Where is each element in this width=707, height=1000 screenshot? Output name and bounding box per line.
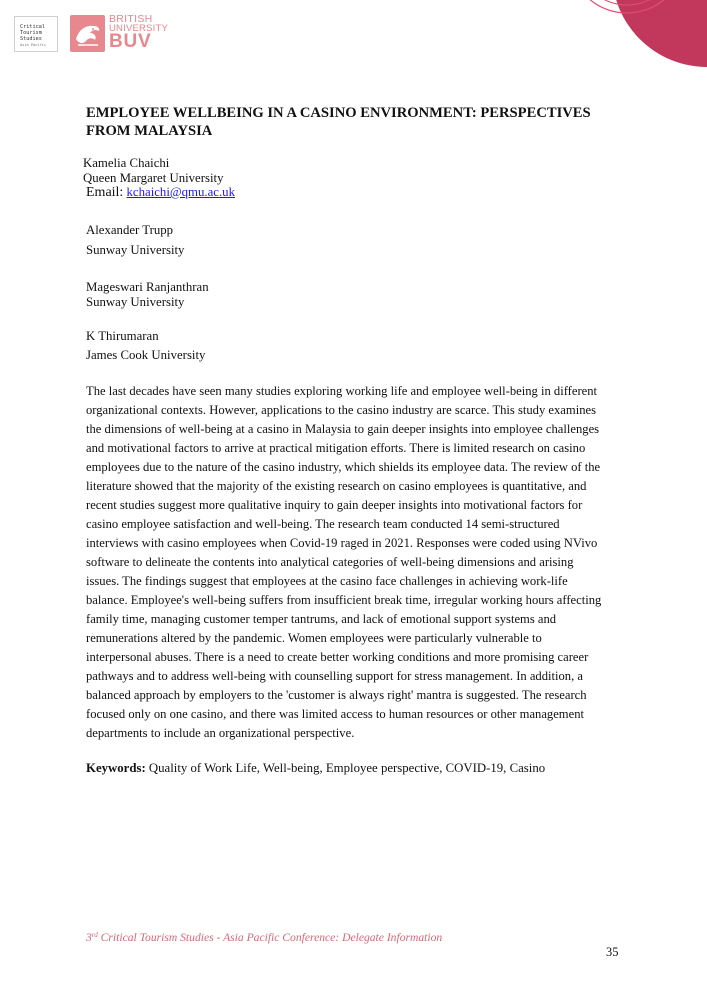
buv-logo-text (109, 14, 168, 51)
author-name: K Thirumaran (86, 329, 159, 343)
buv-logo-line2: UNIVERSITY (109, 23, 169, 34)
abstract-line: The last decades have seen many studies exploring working life and employee well-being in different (86, 384, 598, 398)
paper-title-line: EMPLOYEE WELLBEING IN A CASINO ENVIRONMENT: PERSPECTIVES (86, 105, 591, 121)
footer-conference-name: Critical Tourism Studies - Asia Pacific Conference: Delegate Information (97, 931, 443, 944)
author-affiliation: Queen Margaret University (83, 171, 224, 185)
cts-logo-line: Tourism (20, 30, 42, 36)
paper-title-line: FROM MALAYSIA (86, 123, 213, 139)
abstract-line: recent studies suggest more qualitative inquiry to gain deeper insights into motivational factors for (86, 498, 583, 512)
buv-logo-line3: BUV (109, 31, 152, 52)
buv-logo-mark (70, 15, 105, 52)
keywords-label: Keywords: (86, 761, 146, 775)
corner-arc-decoration (507, 0, 707, 70)
author-affiliation: Sunway University (86, 295, 185, 309)
abstract-line: focused only on one casino, and there was limited access to human resources or other management (86, 707, 584, 721)
abstract-line: pathways and to address well-being with counselling support for stress management. In addition, a (86, 669, 583, 683)
cts-logo-line: Studies (20, 36, 42, 42)
dragon-emblem-icon (70, 15, 105, 52)
footer-ordinal: 3 (86, 931, 92, 944)
email-label: Email: (86, 185, 124, 200)
keywords-list: Quality of Work Life, Well-being, Employee perspective, COVID-19, Casino (148, 761, 546, 775)
cts-logo-line: Critical (20, 24, 45, 30)
buv-logo-line1: BRITISH (109, 13, 153, 25)
abstract-line: employees due to the nature of the casino industry, which shields its employee data. The review of the (86, 460, 601, 474)
abstract (86, 382, 621, 743)
abstract-line: balance. Employee's well-being suffers from insufficient break time, irregular working hours affecting (86, 593, 602, 607)
abstract-line: and motivational factors to arrive at practical mitigation efforts. There is limited research on casino (86, 441, 586, 455)
author-name: Mageswari Ranjanthran (86, 280, 209, 294)
abstract-line: literature showed that the majority of the existing research on casino employees is quantitative, and (86, 479, 587, 493)
cts-logo-subline: Asia Pacific (20, 43, 46, 47)
page-number: 35 (606, 945, 619, 959)
abstract-line: remunerations altered by the pandemic. Women employees were particularly vulnerable to (86, 631, 542, 645)
paper-title (86, 104, 606, 140)
abstract-line: family time, managing customer temper tantrums, and lack of emotional support systems and (86, 612, 557, 626)
author-name: Alexander Trupp (86, 223, 174, 237)
abstract-line: departments to include an organizational perspective. (86, 726, 355, 740)
author-affiliation: Sunway University (86, 243, 185, 257)
email-link[interactable]: kchaichi@qmu.ac.uk (126, 185, 235, 199)
author-email-line (86, 184, 235, 201)
footer-ordinal-suffix: rd (91, 931, 98, 939)
cts-logo (14, 16, 58, 52)
abstract-line: balanced approach by employers to the 'customer is always right' mantra is suggested. The research (86, 688, 587, 702)
abstract-line: the dimensions of well-being at a casino in Malaysia to gain deeper insights into employee challenges (86, 422, 600, 436)
abstract-line: interpersonal abuses. There is a need to create better working conditions and more promising career (86, 650, 589, 664)
abstract-line: interviews with casino employees when Covid-19 raged in 2021. Responses were coded using NVivo (86, 536, 598, 550)
author-name: Kamelia Chaichi (83, 156, 170, 170)
abstract-line: issues. The findings suggest that employees at the casino face challenges in achieving work-life (86, 574, 568, 588)
abstract-line: software to delineate the contents into analytical categories of well-being dimensions and arising (86, 555, 574, 569)
abstract-line: casino employee satisfaction and well-being. The research team conducted 14 semi-structured (86, 517, 560, 531)
author-affiliation: James Cook University (86, 348, 206, 362)
abstract-line: organizational contexts. However, applications to the casino industry are scarce. This study examines (86, 403, 596, 417)
conference-footer (86, 931, 442, 944)
keywords (86, 760, 545, 776)
